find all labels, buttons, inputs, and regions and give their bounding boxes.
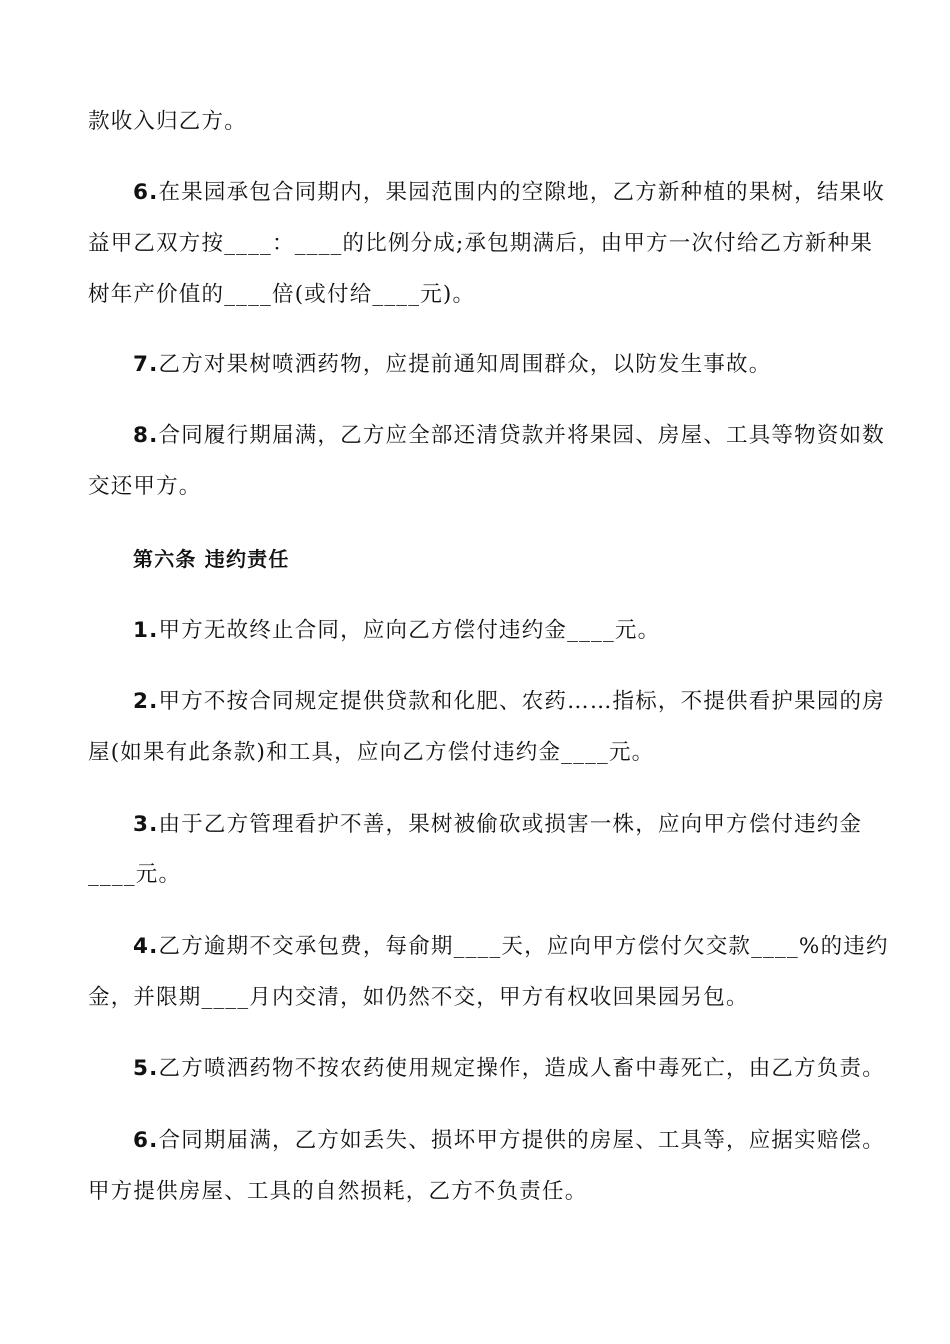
liability-3-line-1 (133, 810, 878, 840)
clause-6-line-2 (88, 229, 878, 259)
clause-number: 3. (133, 812, 159, 837)
clause-text: 在果园承包合同期内，果园范围内的空隙地，乙方新种植的果树，结果收 (158, 180, 885, 205)
clause-8-line-1 (133, 421, 885, 451)
clause-text: 金，并限期____月内交清，如仍然不交，甲方有权收回果园另包。 (88, 985, 749, 1010)
clause-number: 6. (133, 1128, 159, 1153)
clause-text: 合同期届满，乙方如丢失、损坏甲方提供的房屋、工具等，应据实赔偿。 (158, 1128, 885, 1153)
clause-text: 合同履行期届满，乙方应全部还清贷款并将果园、房屋、工具等物资如数 (158, 423, 885, 448)
liability-2-line-2 (88, 738, 878, 768)
clause-text: 由于乙方管理看护不善，果树被偷砍或损害一株，应向甲方偿付违约金 (158, 812, 863, 837)
clause-text: 交还甲方。 (88, 474, 202, 499)
liability-1-line-1 (133, 616, 878, 646)
liability-5-line-1 (133, 1054, 885, 1084)
clause-7-line-1 (133, 350, 878, 380)
liability-4-line-2 (88, 983, 878, 1013)
paragraph-text: 款收入归乙方。 (88, 109, 247, 134)
clause-text: 树年产价值的____倍(或付给____元)。 (88, 282, 476, 307)
liability-6-line-1 (133, 1126, 885, 1156)
clause-text: 甲方不按合同规定提供贷款和化肥、农药……指标，不提供看护果园的房 (158, 689, 885, 714)
clause-text: 益甲乙双方按____：____的比例分成;承包期满后，由甲方一次付给乙方新种果 (88, 231, 874, 256)
section-heading: 第六条 违约责任 (133, 547, 290, 571)
clause-text: 甲方提供房屋、工具的自然损耗，乙方不负责任。 (88, 1179, 588, 1204)
liability-2-line-1 (133, 687, 885, 717)
clause-text: 乙方喷洒药物不按农药使用规定操作，造成人畜中毒死亡，由乙方负责。 (158, 1056, 885, 1081)
clause-number: 4. (133, 934, 159, 959)
clause-6-line-3 (88, 280, 878, 310)
clause-number: 6. (133, 180, 159, 205)
liability-4-line-1 (133, 932, 889, 962)
clause-text: ____元。 (88, 862, 182, 887)
clause-number: 1. (133, 618, 159, 643)
clause-text: 乙方对果树喷洒药物，应提前通知周围群众，以防发生事故。 (158, 352, 772, 377)
paragraph-line (88, 107, 878, 137)
clause-text: 乙方逾期不交承包费，每俞期____天，应向甲方偿付欠交款____%的违约 (158, 934, 889, 959)
liability-3-line-2 (88, 860, 878, 890)
clause-number: 8. (133, 423, 159, 448)
clause-number: 7. (133, 352, 159, 377)
clause-text: 屋(如果有此条款)和工具，应向乙方偿付违约金____元。 (88, 740, 655, 765)
clause-number: 2. (133, 689, 159, 714)
clause-number: 5. (133, 1056, 159, 1081)
clause-6-line-1 (133, 178, 885, 208)
liability-6-line-2 (88, 1177, 878, 1207)
clause-text: 甲方无故终止合同，应向乙方偿付违约金____元。 (158, 618, 661, 643)
clause-8-line-2 (88, 472, 878, 502)
